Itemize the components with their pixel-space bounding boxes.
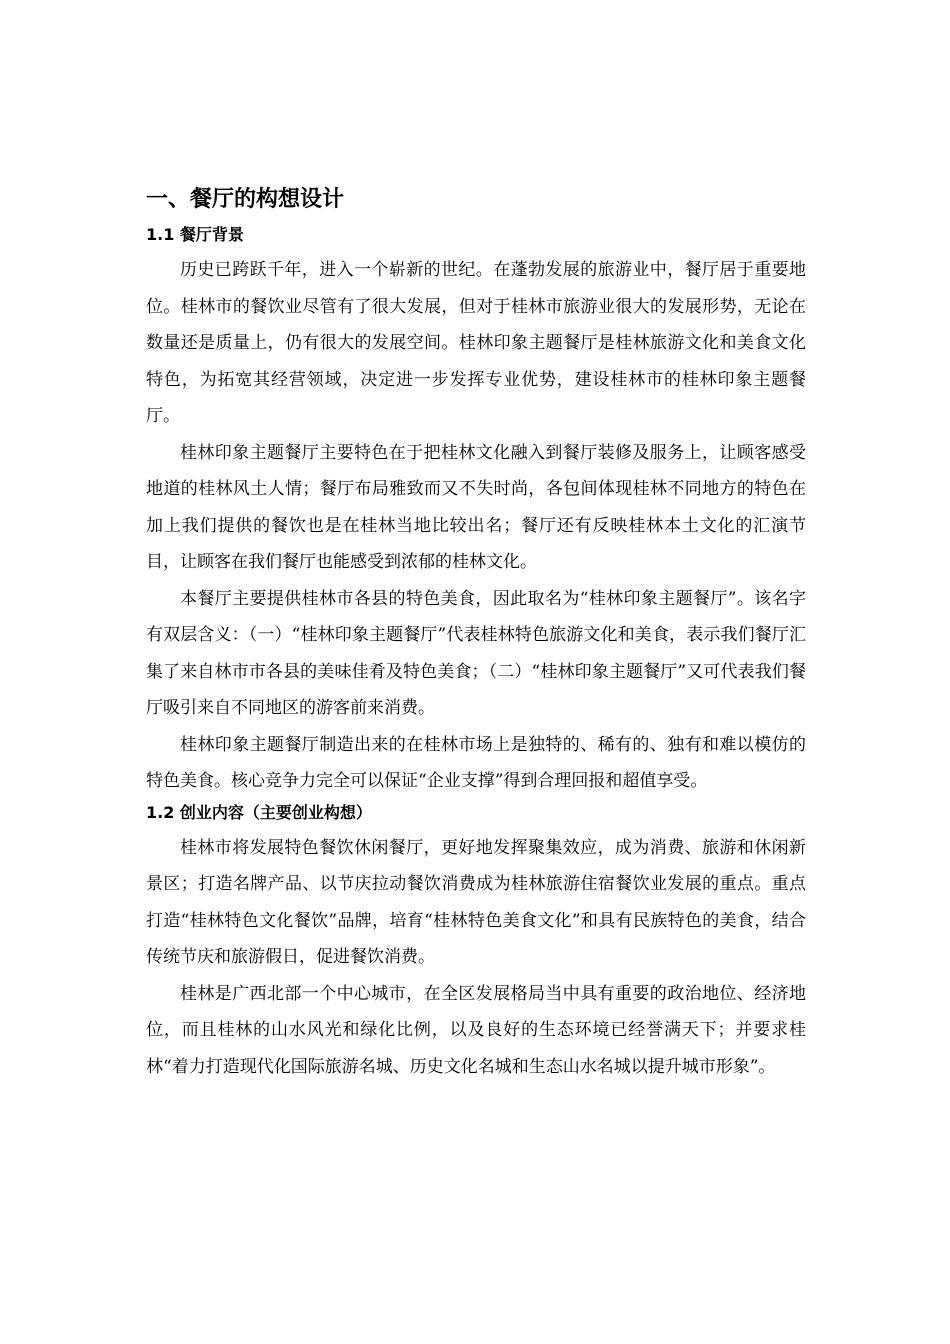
section-heading-1-2: 1.2 创业内容（主要创业构想） — [146, 802, 372, 822]
chapter-heading: 一、餐厅的构想设计 — [146, 187, 345, 212]
paragraph: 本餐厅主要提供桂林市各县的特色美食，因此取名为“桂林印象主题餐厅”。该名字有双层含义：（一）“桂林印象主题餐厅”代表桂林特色旅游文化和美食，表示我们餐厅汇集了来自林市市各县的美味佳肴及特色美食；（二）“桂林印象主题餐厅”又可代表我们餐厅吸引来自不同地区的游客前来消费。 — [146, 588, 806, 718]
paragraph: 桂林印象主题餐厅制造出来的在桂林市场上是独特的、稀有的、独有和难以模仿的特色美食。核心竞争力完全可以保证“企业支撑”得到合理回报和超值享受。 — [146, 734, 806, 791]
paragraph: 桂林市将发展特色餐饮休闲餐厅，更好地发挥聚集效应，成为消费、旅游和休闲新景区；打造名牌产品、以节庆拉动餐饮消费成为桂林旅游住宿餐饮业发展的重点。重点打造“桂林特色文化餐饮”品牌，培育“桂林特色美食文化”和具有民族特色的美食，结合传统节庆和旅游假日，促进餐饮消费。 — [146, 837, 806, 967]
paragraph: 桂林印象主题餐厅主要特色在于把桂林文化融入到餐厅装修及服务上，让顾客感受地道的桂林风土人情；餐厅布局雅致而又不失时尚，各包间体现桂林不同地方的特色在加上我们提供的餐饮也是在桂林当地比较出名；餐厅还有反映桂林本土文化的汇演节目，让顾客在我们餐厅也能感受到浓郁的桂林文化。 — [146, 442, 806, 572]
document-body — [146, 184, 806, 1085]
paragraph: 历史已跨跃千年，进入一个崭新的世纪。在蓬勃发展的旅游业中，餐厅居于重要地位。桂林市的餐饮业尽管有了很大发展，但对于桂林市旅游业很大的发展形势，无论在数量还是质量上，仍有很大的发展空间。桂林印象主题餐厅是桂林旅游文化和美食文化特色，为拓宽其经营领域，决定进一步发挥专业优势，建设桂林市的桂林印象主题餐厅。 — [146, 260, 806, 426]
section-heading-1-1: 1.1 餐厅背景 — [146, 225, 244, 244]
paragraph: 桂林是广西北部一个中心城市，在全区发展格局当中具有重要的政治地位、经济地位，而且桂林的山水风光和绿化比例，以及良好的生态环境已经誉满天下；并要求桂林“着力打造现代化国际旅游名城、历史文化名城和生态山水名城以提升城市形象”。 — [146, 983, 806, 1077]
